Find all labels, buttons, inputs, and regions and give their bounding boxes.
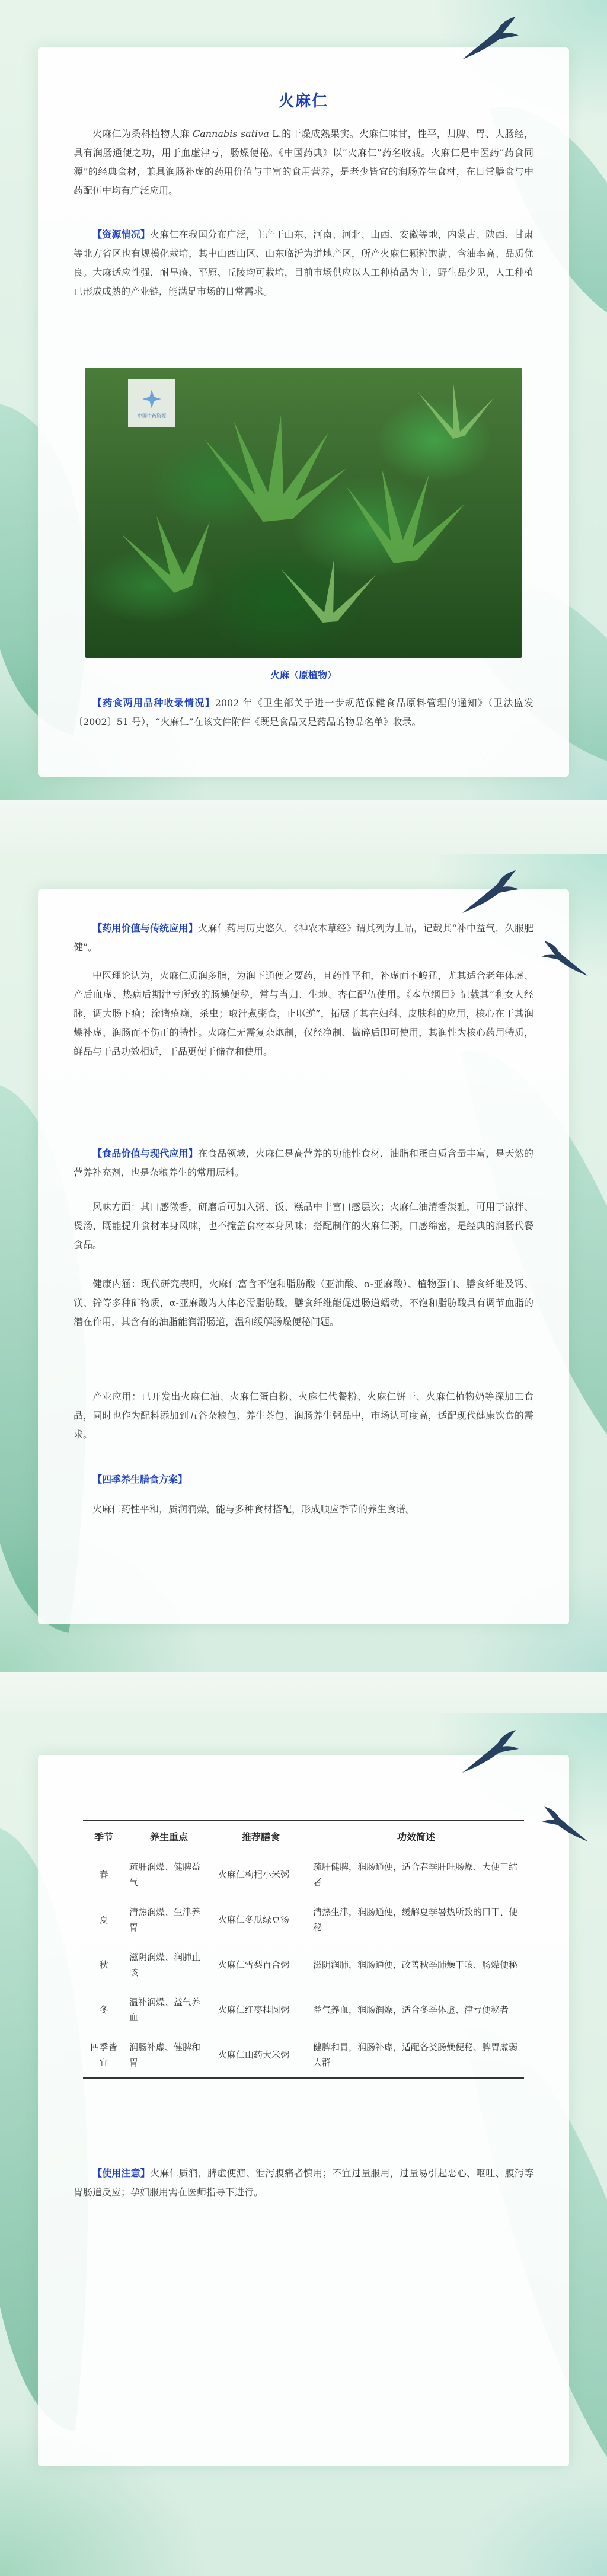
caution-tag: 【使用注意】 [92,2168,151,2179]
season-cell: 四季皆宜 [83,2032,124,2078]
effect-cell: 健脾和胃，润肠补虚，适配各类肠燥便秘、脾胃虚弱人群 [308,2032,524,2078]
focus-cell: 清热润燥、生津养胃 [129,1907,201,1933]
panel-intro [0,0,607,800]
tradition-paragraph [74,919,533,957]
recipe-cell: 火麻仁红枣桂圆粥 [218,2004,290,2015]
health-paragraph: 健康内涵：现代研究表明，火麻仁富含不饱和脂肪酸（亚油酸、α-亚麻酸）、植物蛋白、膳食纤维及钙、镁、锌等多种矿物质，α-亚麻酸为人体必需脂肪酸，膳食纤维能促进肠道蠕动，不饱和脂肪酸具有调节血脂的潜在作用，其含有的油脂能润滑肠道，温和缓解肠燥便秘问题。 [74,1278,533,1327]
modern-paragraph [74,1144,533,1182]
resources-tag: 【资源情况】 [92,229,151,240]
season-cell: 夏 [99,1914,108,1925]
resources-text: 火麻仁在我国分布广泛，主产于山东、河南、河北、山西、安徽等地，内蒙古、陕西、甘肃等北方省区也有规模化栽培，其中山西山区、山东临沂为道地产区，所产火麻仁颗粒饱满、含油率高、品质优良。大麻适应性强，耐旱瘠、平原、丘陵均可栽培，目前市场供应以人工种植品为主，野生品少见，人工种植已形成成熟的产业链，能满足市场的日常需求。 [74,229,533,297]
effect-cell: 清热生津，润肠通便，缓解夏季暑热所致的口干、便秘 [313,1907,518,1933]
column-header: 推荐膳食 [213,1821,308,1852]
season-cell: 冬 [99,2004,108,2015]
logo [128,379,175,427]
modern-tag: 【食品价值与现代应用】 [92,1148,198,1159]
table-row [83,1987,524,2032]
swallow-icon [456,12,522,65]
logo-icon [140,387,164,411]
photo-caption: 火麻（原植物） [270,669,337,681]
page-title: 火麻仁 [278,92,328,110]
table-row [83,1942,524,1987]
four-season-paragraph: 火麻仁药性平和，质润润燥，能与多种食材搭配，形成顺应季节的养生食谱。 [92,1504,416,1515]
content-card [38,1755,569,2466]
modern-text: 在食品领域，火麻仁是高营养的功能性食材，油脂和蛋白质含量丰富，是天然的营养补充剂，也是杂粮养生的常用原料。 [74,1148,533,1178]
content-card [38,889,569,1624]
panel-applications [0,854,607,1672]
logo-text: 中国中药资源 [138,413,166,419]
flavor-paragraph: 风味方面：其口感微香，研磨后可加入粥、饭、糕品中丰富口感层次；火麻仁油清香淡雅，可用于凉拌、煲汤，既能提升食材本身风味，也不掩盖食材本身风味；搭配制作的火麻仁粥，口感绵密，是经典的润肠代餐食品。 [74,1201,533,1250]
table-header-row [83,1821,524,1852]
regulation-tag: 【药食两用品种收录情况】 [92,697,215,708]
effect-cell: 益气养血，润肠润燥，适合冬季体虚、津亏便秘者 [313,2004,509,2015]
resources-paragraph [74,225,533,301]
table-row [83,1852,524,1898]
swallow-icon [539,937,593,981]
tradition-tag: 【药用价值与传统应用】 [92,922,198,934]
column-header: 养生重点 [124,1821,213,1852]
industry-paragraph: 产业应用：已开发出火麻仁油、火麻仁蛋白粉、火麻仁代餐粉、火麻仁饼干、火麻仁植物奶等深加工食品，同时也作为配料添加到五谷杂粮包、养生茶包、润肠养生粥品中，市场认可度高，适配现代健康饮食的需求。 [74,1391,533,1440]
intro-text: L.的干燥成熟果实。火麻仁味甘，性平，归脾、胃、大肠经，具有润肠通便之功，用于血虚津亏，肠燥便秘。《中国药典》以“火麻仁”药名收载。火麻仁是中医药“药食同源”的经典食材，兼具润肠补虚的药用价值与丰富的食用营养，是老少皆宜的润肠养生食材，在日常膳食与中药配伍中均有广泛应用。 [74,128,533,196]
intro-paragraph [74,125,533,200]
recipe-cell: 火麻仁雪梨百合粥 [218,1959,290,1970]
recipe-cell: 火麻仁冬瓜绿豆汤 [218,1914,290,1925]
season-cell: 秋 [99,1959,108,1970]
swallow-icon [539,1802,593,1847]
focus-cell: 滋阴润燥、润肺止咳 [129,1952,201,1978]
recipe-cell: 火麻仁山药大米粥 [213,2032,308,2078]
section-gap [0,800,607,854]
plant-photo [85,368,522,658]
focus-cell: 温补润燥、益气养血 [129,1997,201,2023]
table-row [83,1897,524,1942]
tcm-paragraph: 中医理论认为，火麻仁质润多脂，为润下通便之要药，且药性平和，补虚而不峻猛，尤其适合老年体虚、产后血虚、热病后期津亏所致的肠燥便秘，常与当归、生地、杏仁配伍使用。《本草纲目》记载其“利女人经脉，调大肠下痢；涂诸疮癞，杀虫；取汁煮粥食，止呕逆”，拓展了其在妇科、皮肤科的应用，核心在于其润燥补虚、润肠而不伤正的特性。火麻仁无需复杂炮制，仅经净制、捣碎后即可使用，其润性为核心药用特质，鲜品与干品功效相近，干品更便于储存和使用。 [74,970,533,1057]
effect-cell: 滋阴润肺，润肠通便，改善秋季肺燥干咳、肠燥便秘 [313,1959,518,1970]
focus-cell: 润肠补虚、健脾和胃 [124,2032,213,2078]
recipe-cell: 火麻仁枸杞小米粥 [218,1869,290,1880]
swallow-icon [456,1725,522,1779]
four-season-tag: 【四季养生膳食方案】 [92,1474,188,1485]
table-row [83,2032,524,2078]
swallow-icon [456,866,522,919]
latin-name: Cannabis sativa [192,128,269,139]
effect-cell: 疏肝健脾，润肠通便，适合春季肝旺肠燥、大便干结者 [313,1862,518,1888]
panel-seasonal [0,1713,607,2576]
seasonal-diet-table [83,1820,524,2079]
focus-cell: 疏肝润燥、健脾益气 [129,1862,201,1888]
four-season-heading [74,1470,533,1489]
regulation-paragraph [74,694,533,732]
regulation-text: 2002 年《卫生部关于进一步规范保健食品原料管理的通知》（卫法监发〔2002〕51 号），“火麻仁”在该文件附件《既是食品又是药品的物品名单》收录。 [74,697,533,727]
caution-paragraph [74,2164,533,2202]
tradition-text: 火麻仁药用历史悠久，《神农本草经》谓其列为上品，记载其“补中益气，久服肥健”。 [74,922,533,953]
column-header: 功效简述 [308,1821,524,1852]
caution-text: 火麻仁质润，脾虚便溏、泄泻腹痛者慎用；不宜过量服用，过量易引起恶心、呕吐、腹泻等胃肠道反应；孕妇服用需在医师指导下进行。 [74,2168,533,2198]
column-header: 季节 [83,1821,124,1852]
intro-text: 火麻仁为桑科植物大麻 [92,128,193,139]
season-cell: 春 [99,1869,108,1880]
section-gap [0,1672,607,1713]
content-card [38,47,569,777]
